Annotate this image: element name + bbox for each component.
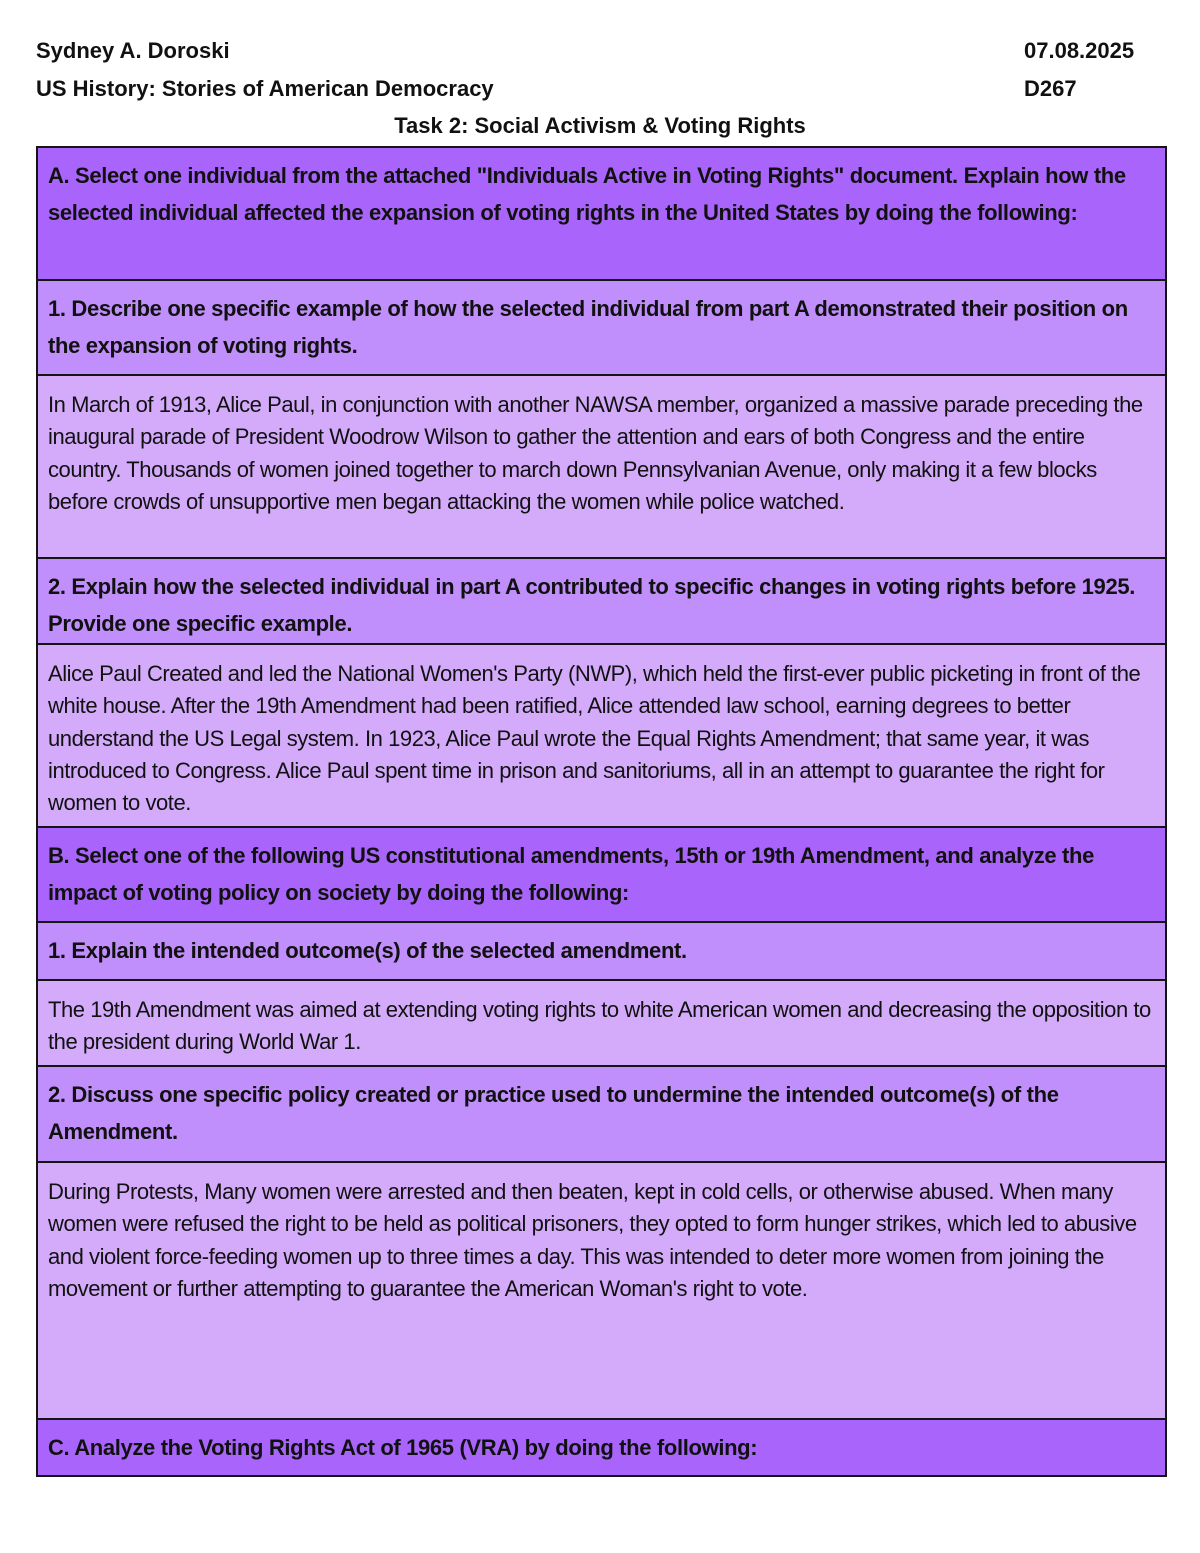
course-code: D267 xyxy=(1024,76,1077,101)
question-b1: 1. Explain the intended outcome(s) of the selected amendment. xyxy=(38,921,1165,979)
author-name: Sydney A. Doroski xyxy=(36,38,230,63)
document-date: 07.08.2025 xyxy=(1024,38,1135,63)
answer-b1: The 19th Amendment was aimed at extending voting rights to white American women and decreasing the opposition to the president during World War 1. xyxy=(38,979,1165,1065)
section-b-prompt: B. Select one of the following US constitutional amendments, 15th or 19th Amendment, and analyze the impact of voting policy on society by doing the following: xyxy=(38,826,1165,921)
task-table xyxy=(36,146,1167,1477)
question-a2: 2. Explain how the selected individual in part A contributed to specific changes in voting rights before 1925. Provide one specific example. xyxy=(38,557,1165,643)
section-c-prompt: C. Analyze the Voting Rights Act of 1965 (VRA) by doing the following: xyxy=(38,1418,1165,1475)
section-a-prompt: A. Select one individual from the attached "Individuals Active in Voting Rights" document. Explain how the selected individual affected the expansion of voting rights in the United States by doing the following: xyxy=(38,148,1165,279)
task-title: Task 2: Social Activism & Voting Rights xyxy=(394,113,806,138)
question-b2: 2. Discuss one specific policy created or practice used to undermine the intended outcome(s) of the Amendment. xyxy=(38,1065,1165,1161)
question-a1: 1. Describe one specific example of how the selected individual from part A demonstrated their position on the expansion of voting rights. xyxy=(38,279,1165,374)
answer-a1: In March of 1913, Alice Paul, in conjunction with another NAWSA member, organized a massive parade preceding the inaugural parade of President Woodrow Wilson to gather the attention and ears of both Congress and the entire country. Thousands of women joined together to march down Pennsylvanian Avenue, only making it a few blocks before crowds of unsupportive men began attacking the women while police watched. xyxy=(38,374,1165,557)
answer-b2: During Protests, Many women were arrested and then beaten, kept in cold cells, or otherwise abused. When many women were refused the right to be held as political prisoners, they opted to form hunger strikes, which led to abusive and violent force-feeding women up to three times a day. This was intended to deter more women from joining the movement or further attempting to guarantee the American Woman's right to vote. xyxy=(38,1161,1165,1418)
answer-a2: Alice Paul Created and led the National Women's Party (NWP), which held the first-ever public picketing in front of the white house. After the 19th Amendment had been ratified, Alice attended law school, earning degrees to better understand the US Legal system. In 1923, Alice Paul wrote the Equal Rights Amendment; that same year, it was introduced to Congress. Alice Paul spent time in prison and sanitoriums, all in an attempt to guarantee the right for women to vote. xyxy=(38,643,1165,826)
course-title: US History: Stories of American Democracy xyxy=(36,76,494,101)
